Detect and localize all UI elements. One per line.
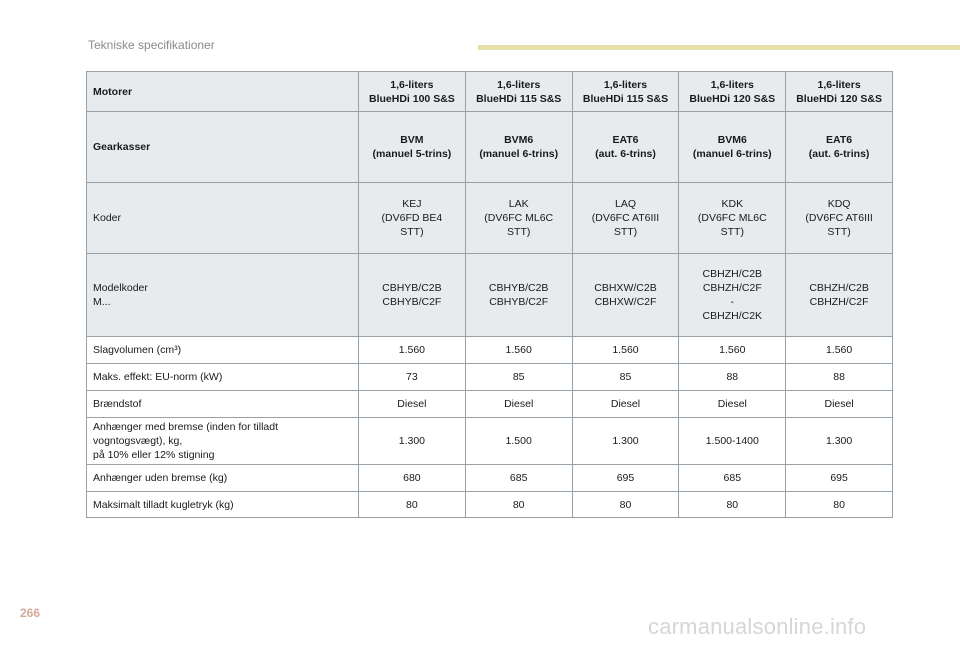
- row-label-line: M...: [93, 296, 111, 308]
- cell-line: BVM6: [717, 134, 747, 146]
- table-cell: [572, 112, 679, 183]
- row-label: [87, 337, 359, 364]
- table-cell: [679, 418, 786, 465]
- table-cell: [786, 183, 893, 254]
- table-cell: [359, 391, 466, 418]
- row-label-line: Anhænger uden bremse (kg): [93, 472, 228, 484]
- table-cell: [465, 112, 572, 183]
- engine-header-line: 1,6-liters: [497, 78, 541, 91]
- table-cell: [679, 465, 786, 492]
- cell-line: BVM6: [504, 134, 534, 146]
- cell-line: CBHYB/C2B: [382, 282, 442, 294]
- cell-line: 1.300: [825, 435, 853, 447]
- cell-line: STT): [400, 226, 424, 238]
- cell-line: CBHZH/C2K: [702, 310, 763, 322]
- table-cell: [786, 112, 893, 183]
- row-label-line: Maksimalt tilladt kugletryk (kg): [93, 498, 234, 511]
- table-cell: [679, 364, 786, 391]
- engine-header-line: 1,6-liters: [603, 78, 648, 91]
- cell-line: 1.500: [505, 435, 532, 447]
- table-cell: [679, 183, 786, 254]
- cell-line: CBHZH/C2B: [702, 268, 763, 280]
- cell-line: 1.300: [612, 435, 639, 447]
- cell-line: CBHZH/C2F: [702, 282, 762, 294]
- row-label: [87, 254, 359, 337]
- table-cell: [572, 254, 679, 337]
- row-label-line: vogntogsvægt), kg,: [93, 435, 183, 447]
- cell-line: 1.560: [398, 344, 426, 356]
- table-cell: [786, 254, 893, 337]
- cell-line: 685: [509, 472, 528, 484]
- table-cell: [465, 183, 572, 254]
- cell-line: 695: [830, 472, 848, 484]
- cell-line: (manuel 6-trins): [692, 148, 772, 160]
- table-cell: [679, 492, 786, 518]
- table-row: [87, 364, 893, 391]
- cell-line: BVM: [400, 134, 424, 146]
- engine-header-line: 1,6-liters: [817, 78, 861, 91]
- table-cell: [572, 492, 679, 518]
- table-cell: [465, 465, 572, 492]
- row-label-line: Anhænger med bremse (inden for tilladt: [93, 421, 279, 433]
- cell-line: 80: [406, 498, 418, 511]
- table-header-row: [87, 72, 893, 112]
- engine-header-3: [572, 72, 679, 112]
- table-row: [87, 418, 893, 465]
- cell-line: STT): [827, 226, 851, 238]
- cell-line: 685: [723, 472, 742, 484]
- table-cell: [359, 418, 466, 465]
- row-label-line: Brændstof: [93, 398, 142, 410]
- cell-line: 680: [403, 472, 421, 484]
- table-cell: [572, 337, 679, 364]
- cell-line: STT): [507, 226, 531, 238]
- table-cell: [679, 112, 786, 183]
- engine-header-5: [786, 72, 893, 112]
- table-row: [87, 492, 893, 518]
- cell-line: 80: [619, 498, 632, 511]
- cell-line: 1.560: [612, 344, 639, 356]
- table-cell: [786, 492, 893, 518]
- table-cell: [679, 254, 786, 337]
- table-cell: [786, 337, 893, 364]
- cell-line: 88: [833, 371, 845, 383]
- engine-header-2: [465, 72, 572, 112]
- engine-header-line: BlueHDi 115 S&S: [476, 92, 562, 105]
- row-label: [87, 364, 359, 391]
- cell-line: 85: [512, 371, 525, 383]
- cell-line: CBHYB/C2F: [489, 296, 549, 308]
- cell-line: (aut. 6-trins): [595, 148, 656, 160]
- cell-line: 73: [406, 371, 418, 383]
- engine-header-line: BlueHDi 120 S&S: [689, 92, 776, 105]
- table-cell: [359, 364, 466, 391]
- cell-line: 85: [619, 371, 632, 383]
- cell-line: CBHXW/C2F: [594, 296, 657, 308]
- cell-line: 80: [726, 498, 739, 511]
- table-cell: [359, 337, 466, 364]
- engine-header-1: [359, 72, 466, 112]
- table-cell: [679, 391, 786, 418]
- table-row: [87, 112, 893, 183]
- cell-line: STT): [720, 226, 744, 238]
- table-row: [87, 254, 893, 337]
- row-label: [87, 391, 359, 418]
- cell-line: 1.560: [719, 344, 746, 356]
- table-row: [87, 391, 893, 418]
- table-cell: [572, 183, 679, 254]
- cell-line: Diesel: [397, 398, 427, 410]
- watermark: carmanualsonline.info: [648, 614, 867, 639]
- cell-line: STT): [613, 226, 638, 238]
- cell-line: (DV6FC ML6C: [697, 212, 767, 224]
- cell-line: Diesel: [504, 398, 534, 410]
- cell-line: 1.500-1400: [705, 435, 759, 447]
- header-accent-bar: [478, 45, 960, 50]
- table-cell: [359, 183, 466, 254]
- cell-line: CBHYB/C2F: [382, 296, 442, 308]
- cell-line: Diesel: [717, 398, 747, 410]
- cell-line: KDK: [721, 198, 744, 210]
- table-cell: [465, 254, 572, 337]
- cell-line: (DV6FC AT6III: [591, 212, 660, 224]
- cell-line: (DV6FC ML6C: [484, 212, 554, 224]
- engine-header-line: 1,6-liters: [390, 78, 434, 91]
- table-cell: [465, 337, 572, 364]
- cell-line: KDQ: [827, 198, 851, 210]
- cell-line: EAT6: [612, 134, 639, 146]
- row-label-line: på 10% eller 12% stigning: [93, 449, 215, 461]
- cell-line: 1.560: [825, 344, 853, 356]
- row-label: [87, 183, 359, 254]
- cell-line: 80: [833, 498, 845, 511]
- cell-line: KEJ: [402, 198, 422, 210]
- cell-line: CBHYB/C2B: [488, 282, 549, 294]
- table-cell: [465, 391, 572, 418]
- section-title: Tekniske specifikationer: [88, 38, 215, 52]
- engine-header-line: BlueHDi 100 S&S: [369, 92, 455, 105]
- table-cell: [786, 391, 893, 418]
- cell-line: -: [730, 296, 735, 308]
- page-number: 266: [20, 606, 41, 620]
- row-label: [87, 112, 359, 183]
- row-label-line: Maks. effekt: EU-norm (kW): [93, 371, 223, 383]
- table-cell: [465, 492, 572, 518]
- row-label-line: Modelkoder: [93, 282, 148, 294]
- cell-line: Diesel: [610, 398, 641, 410]
- row-label: [87, 418, 359, 465]
- cell-line: 1.300: [398, 435, 426, 447]
- table-row: [87, 465, 893, 492]
- cell-line: 88: [726, 371, 739, 383]
- cell-line: 80: [512, 498, 525, 511]
- engine-header-line: 1,6-liters: [710, 78, 754, 91]
- cell-line: LAQ: [614, 198, 636, 210]
- cell-line: LAK: [508, 198, 529, 210]
- table-cell: [359, 492, 466, 518]
- cell-line: 695: [616, 472, 635, 484]
- cell-line: (manuel 6-trins): [479, 148, 559, 160]
- row-label: [87, 492, 359, 518]
- table-row: [87, 183, 893, 254]
- table-row: [87, 337, 893, 364]
- row-label: [87, 465, 359, 492]
- table-cell: [679, 337, 786, 364]
- engine-header-4: [679, 72, 786, 112]
- cell-line: 1.560: [505, 344, 532, 356]
- cell-line: CBHZH/C2B: [809, 282, 869, 294]
- cell-line: (manuel 5-trins): [372, 148, 452, 160]
- engine-header-line: BlueHDi 120 S&S: [796, 92, 882, 105]
- table-cell: [786, 465, 893, 492]
- table-cell: [572, 418, 679, 465]
- table-cell: [359, 465, 466, 492]
- cell-line: EAT6: [826, 134, 853, 146]
- cell-line: CBHXW/C2B: [594, 282, 657, 294]
- spec-table: [86, 71, 893, 518]
- header-label: Motorer: [87, 72, 359, 112]
- cell-line: (DV6FC AT6III: [805, 212, 873, 224]
- table-cell: [465, 418, 572, 465]
- table-cell: [465, 364, 572, 391]
- cell-line: Diesel: [824, 398, 854, 410]
- row-label-line: Gearkasser: [93, 141, 151, 153]
- table-cell: [572, 364, 679, 391]
- cell-line: (DV6FD BE4: [381, 212, 443, 224]
- table-cell: [572, 391, 679, 418]
- row-label-line: Slagvolumen (cm³): [93, 344, 182, 356]
- row-label-line: Koder: [93, 212, 122, 224]
- table-cell: [359, 112, 466, 183]
- table-cell: [786, 418, 893, 465]
- cell-line: CBHZH/C2F: [809, 296, 869, 308]
- cell-line: (aut. 6-trins): [808, 148, 870, 160]
- table-cell: [786, 364, 893, 391]
- engine-header-line: BlueHDi 115 S&S: [582, 92, 669, 105]
- table-cell: [359, 254, 466, 337]
- table-cell: [572, 465, 679, 492]
